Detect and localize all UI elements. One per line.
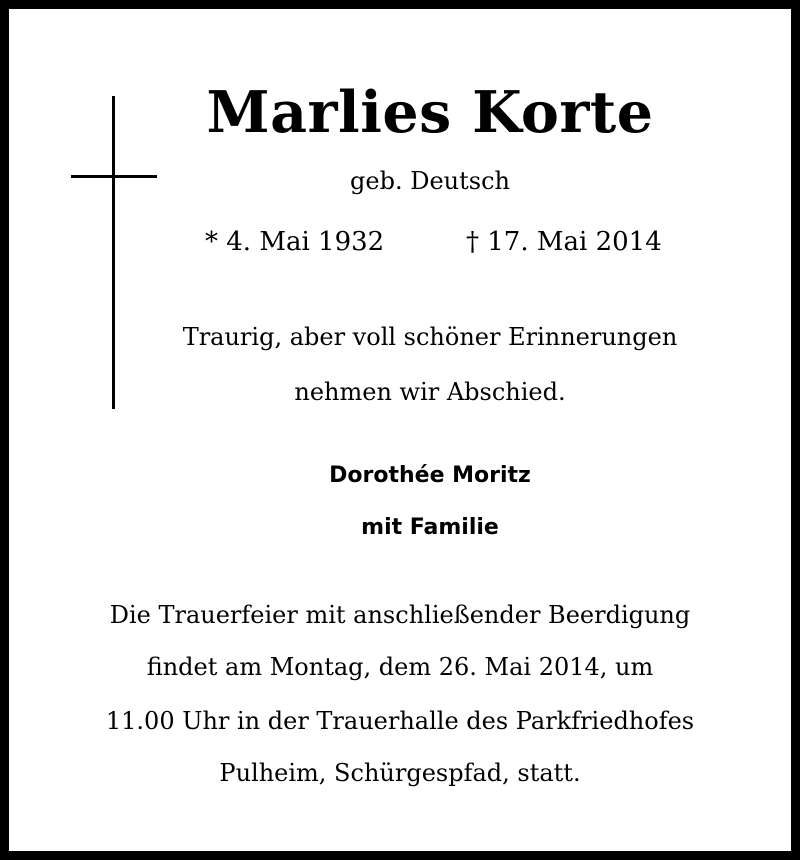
deceased-name: Marlies Korte bbox=[206, 79, 654, 146]
ceremony-line: Die Trauerfeier mit anschließender Beerdigung bbox=[109, 601, 691, 629]
mourner-family: mit Familie bbox=[361, 515, 499, 540]
maiden-name: geb. Deutsch bbox=[350, 167, 510, 195]
death-date: † 17. Mai 2014 bbox=[466, 227, 662, 257]
mourner-name: Dorothée Moritz bbox=[329, 463, 531, 488]
ceremony-line: 11.00 Uhr in der Trauerhalle des Parkfriedhofes bbox=[105, 707, 695, 735]
farewell-line: nehmen wir Abschied. bbox=[294, 378, 566, 406]
ceremony-line: findet am Montag, dem 26. Mai 2014, um bbox=[146, 653, 654, 681]
farewell-line: Traurig, aber voll schöner Erinnerungen bbox=[182, 323, 678, 351]
ceremony-line: Pulheim, Schürgespfad, statt. bbox=[219, 759, 581, 787]
birth-date: * 4. Mai 1932 bbox=[205, 227, 385, 257]
